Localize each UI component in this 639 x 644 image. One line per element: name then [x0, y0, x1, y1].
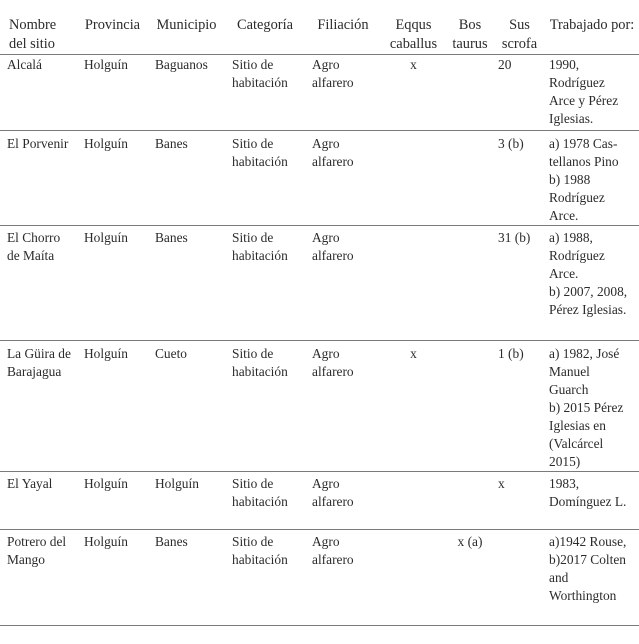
cell-categoria: Sitio de habitación — [225, 472, 305, 530]
cell-nombre: La Güira de Barajagua — [0, 341, 77, 472]
cell-trabajado — [545, 131, 639, 226]
table-row — [0, 55, 639, 131]
header-equus: Eqqus caballus — [381, 0, 446, 55]
header-sus: Sus scrofa — [494, 0, 545, 55]
table-row — [0, 341, 639, 472]
cell-trabajado — [545, 472, 639, 530]
cell-bos — [446, 131, 494, 226]
cell-municipio: Banes — [148, 530, 225, 626]
cell-nombre: Alcalá — [0, 55, 77, 131]
cell-equus: x — [381, 341, 446, 472]
table-row — [0, 530, 639, 626]
cell-municipio: Banes — [148, 131, 225, 226]
cell-bos: x (a) — [446, 530, 494, 626]
cell-equus — [381, 131, 446, 226]
cell-bos — [446, 341, 494, 472]
cell-categoria: Sitio de habitación — [225, 341, 305, 472]
cell-equus: x — [381, 55, 446, 131]
cell-provincia: Holguín — [77, 341, 148, 472]
cell-municipio: Baguanos — [148, 55, 225, 131]
header-provincia: Provincia — [77, 0, 148, 55]
cell-categoria: Sitio de habitación — [225, 226, 305, 341]
cell-municipio: Holguín — [148, 472, 225, 530]
header-categoria: Categoría — [225, 0, 305, 55]
cell-nombre: Potrero del Mango — [0, 530, 77, 626]
trabajado-text: 1990, Rodríguez Arce y Pérez Iglesias. — [549, 57, 619, 126]
cell-bos — [446, 226, 494, 341]
cell-bos — [446, 472, 494, 530]
cell-sus: x — [494, 472, 545, 530]
cell-filiacion: Agro alfarero — [305, 341, 381, 472]
cell-sus: 1 (b) — [494, 341, 545, 472]
trabajado-text: a)1942 Rouse, b)2017 Colten and Worthington — [549, 534, 627, 603]
cell-sus — [494, 530, 545, 626]
cell-equus — [381, 226, 446, 341]
cell-provincia: Holguín — [77, 226, 148, 341]
cell-categoria: Sitio de habitación — [225, 131, 305, 226]
cell-equus — [381, 472, 446, 530]
cell-filiacion: Agro alfarero — [305, 131, 381, 226]
cell-filiacion: Agro alfarero — [305, 226, 381, 341]
cell-provincia: Holguín — [77, 472, 148, 530]
cell-trabajado — [545, 530, 639, 626]
table-row — [0, 226, 639, 341]
header-municipio: Municipio — [148, 0, 225, 55]
cell-filiacion: Agro alfarero — [305, 530, 381, 626]
cell-trabajado — [545, 341, 639, 472]
header-trabajado: Trabajado por: — [545, 0, 639, 55]
cell-bos — [446, 55, 494, 131]
cell-nombre: El Porvenir — [0, 131, 77, 226]
trabajado-text: a) 1988, Rodríguez Arce. b) 2007, 2008, Pérez Iglesias. — [549, 230, 628, 317]
trabajado-text: a) 1982, José Manuel Guarch b) 2015 Pérez Iglesias en (Valcárcel 2015) — [549, 346, 624, 469]
cell-filiacion: Agro alfarero — [305, 472, 381, 530]
cell-nombre: El Yayal — [0, 472, 77, 530]
cell-trabajado — [545, 55, 639, 131]
table-row — [0, 472, 639, 530]
cell-filiacion: Agro alfarero — [305, 55, 381, 131]
cell-municipio: Cueto — [148, 341, 225, 472]
cell-categoria: Sitio de habitación — [225, 530, 305, 626]
cell-municipio: Banes — [148, 226, 225, 341]
cell-sus: 20 — [494, 55, 545, 131]
cell-trabajado — [545, 226, 639, 341]
header-nombre: Nombre del sitio — [0, 0, 77, 55]
cell-nombre: El Chorro de Maíta — [0, 226, 77, 341]
cell-sus: 3 (b) — [494, 131, 545, 226]
header-filiacion: Filiación — [305, 0, 381, 55]
cell-provincia: Holguín — [77, 131, 148, 226]
header-row — [0, 0, 639, 55]
cell-provincia: Holguín — [77, 530, 148, 626]
cell-sus: 31 (b) — [494, 226, 545, 341]
cell-provincia: Holguín — [77, 55, 148, 131]
header-bos: Bos taurus — [446, 0, 494, 55]
trabajado-text: a) 1978 Cas-tellanos Pino b) 1988 Rodríguez Arce. — [549, 136, 619, 223]
cell-categoria: Sitio de habitación — [225, 55, 305, 131]
cell-equus — [381, 530, 446, 626]
trabajado-text: 1983, Domínguez L. — [549, 476, 627, 509]
table-row — [0, 131, 639, 226]
